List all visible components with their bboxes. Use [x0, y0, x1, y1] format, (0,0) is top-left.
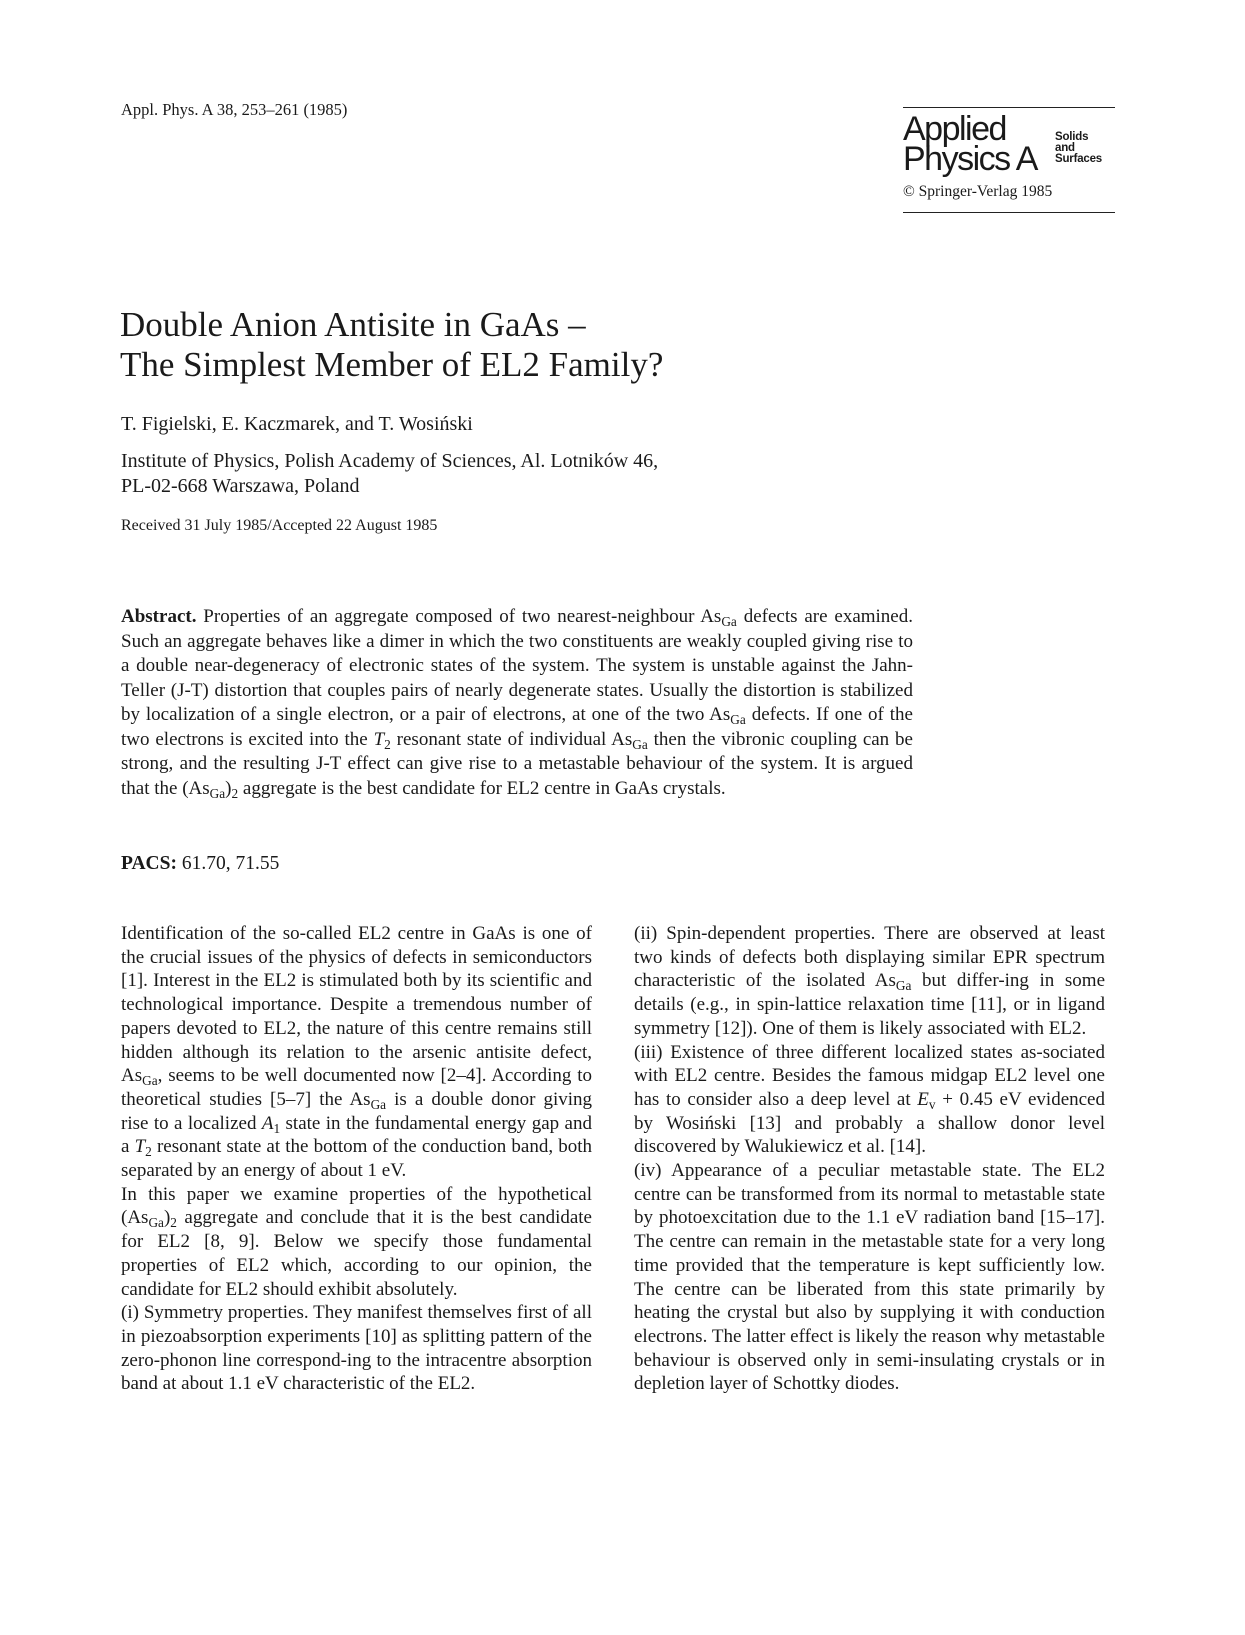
- body-paragraph: [121, 922, 592, 1183]
- abstract-text: aggregate is the best candidate for EL2 centre in GaAs crystals.: [238, 777, 726, 799]
- pacs-codes: [121, 853, 279, 875]
- subscript: 2: [231, 785, 239, 801]
- affiliation-line1: Institute of Physics, Polish Academy of Sciences, Al. Lotników 46,: [121, 450, 659, 472]
- journal-section: [1055, 132, 1102, 165]
- pacs-values: 61.70, 71.55: [176, 853, 280, 874]
- abstract-text: ): [225, 777, 232, 799]
- body-paragraph: [121, 1183, 592, 1302]
- subscript: Ga: [895, 978, 912, 994]
- subscript: 2: [384, 736, 391, 752]
- subscript: Ga: [148, 1215, 164, 1231]
- abstract-text: Properties of an aggregate composed of two nearest-neighbour As: [196, 606, 722, 627]
- subscript: Ga: [370, 1096, 387, 1112]
- body-text: , seems to be well documented now [2–4]. According to theoretical studies [5–7] the As: [121, 1065, 592, 1110]
- body-column-left: [121, 922, 592, 1396]
- symbol: A: [261, 1112, 274, 1134]
- subscript: Ga: [730, 711, 746, 727]
- body-text: state in the fundamental energy gap and a: [121, 1112, 592, 1158]
- pacs-label: PACS:: [121, 853, 177, 874]
- title-line1: Double Anion Antisite in GaAs –: [120, 305, 586, 344]
- affiliation: [121, 449, 658, 499]
- subscript: Ga: [632, 736, 648, 752]
- subscript: 2: [170, 1215, 177, 1231]
- abstract-label: Abstract.: [121, 606, 197, 627]
- subscript: Ga: [142, 1073, 158, 1089]
- body-text: Identification of the so-called EL2 centre in GaAs is one of the crucial issues of the physics of defects in semiconductors [1]. Interest in the EL2 is stimulated both by its scientific and technological importance. Despite a tremendous number of papers devoted to EL2, the nature of this centre remains still hidden although its relation to the arsenic antisite defect, As: [121, 923, 592, 1087]
- journal-citation: Appl. Phys. A 38, 253–261 (1985): [121, 100, 348, 119]
- body-text: (iii) Existence of three different localized states as-sociated with EL2 centre. Besides the famous midgap EL2 level one has to consider also a deep level at: [634, 1041, 1105, 1110]
- journal-section-line3: Surfaces: [1055, 153, 1102, 165]
- abstract-text: then the vibronic coupling can be strong, and the resulting J-T effect can give rise to a metastable behaviour of the system. It is argued that the (As: [121, 728, 913, 799]
- article-title: [120, 305, 663, 385]
- journal-name: [903, 110, 1037, 178]
- abstract-text: resonant state of individual As: [390, 728, 633, 750]
- journal-name-line1: Applied: [903, 110, 1006, 148]
- body-paragraph: [634, 1041, 1105, 1160]
- subscript: 2: [145, 1144, 152, 1160]
- received-dates: Received 31 July 1985/Accepted 22 August 1985: [121, 517, 438, 534]
- author-list: T. Figielski, E. Kaczmarek, and T. Wosiński: [121, 413, 473, 435]
- affiliation-line2: PL-02-668 Warszawa, Poland: [121, 475, 360, 497]
- symbol: T: [373, 728, 385, 750]
- body-paragraph: (i) Symmetry properties. They manifest themselves first of all in piezoabsorption experiments [10] as splitting pattern of the zero-phonon line correspond-ing to the intracentre absorption band at about 1.1 eV characteristic of the EL2.: [121, 1302, 592, 1395]
- body-text: + 0.45 eV evidenced by Wosiński [13] and probably a shallow donor level discovered by Walukiewicz et al. [14].: [634, 1088, 1105, 1158]
- symbol: T: [134, 1136, 146, 1158]
- subscript: 1: [273, 1120, 281, 1136]
- title-line2: The Simplest Member of EL2 Family?: [120, 345, 664, 384]
- abstract-text: defects. If one of the two electrons is excited into the: [121, 704, 913, 750]
- abstract: [121, 605, 913, 801]
- abstract-text: defects are examined. Such an aggregate behaves like a dimer in which the two constituents are weakly coupled giving rise to a double near-degeneracy of electronic states of the system. The system is unstable against the Jahn-Teller (J-T) distortion that couples pairs of nearly degenerate states. Usually the distortion is stabilized by localization of a single electron, or a pair of electrons, at one of the two As: [121, 606, 913, 725]
- subscript: Ga: [209, 785, 226, 801]
- body-text: aggregate and conclude that it is the best candidate for EL2 [8, 9]. Below we specify those fundamental properties of EL2 which, according to our opinion, the candidate for EL2 should exhibit absolutely.: [121, 1207, 592, 1300]
- journal-logo: [903, 107, 1115, 213]
- subscript: Ga: [721, 613, 737, 629]
- body-paragraph: [634, 922, 1105, 1041]
- body-text: (ii) Spin-dependent properties. There are observed at least two kinds of defects both displaying similar EPR spectrum characteristic of the isolated As: [634, 923, 1105, 992]
- subscript: v: [928, 1096, 936, 1112]
- symbol: E: [917, 1088, 929, 1110]
- body-text: but differ-ing in some details (e.g., in spin-lattice relaxation time [11], or in ligand symmetry [12]). One of them is likely associated with EL2.: [634, 970, 1105, 1039]
- body-paragraph: (iv) Appearance of a peculiar metastable state. The EL2 centre can be transformed from its normal to metastable state by photoexcitation due to the 1.1 eV radiation band [15–17]. The centre can remain in the metastable state for a very long time provided that the temperature is kept sufficiently low. The centre can be liberated from this state primarily by heating the crystal but also by supplying it with conduction electrons. The latter effect is likely the reason why metastable behaviour is observed only in semi-insulating crystals or in depletion layer of Schottky diodes.: [634, 1160, 1105, 1395]
- body-text: ): [163, 1207, 171, 1229]
- body-text: In this paper we examine properties of the hypothetical (As: [121, 1183, 592, 1229]
- body-text: resonant state at the bottom of the conduction band, both separated by an energy of about 1 eV.: [121, 1136, 593, 1182]
- journal-section-line2: and: [1055, 142, 1075, 154]
- body-column-right: [634, 922, 1105, 1396]
- journal-name-line2: Physics A: [903, 140, 1037, 178]
- body-text: is a double donor giving rise to a localized: [121, 1088, 592, 1134]
- copyright-notice: © Springer-Verlag 1985: [903, 183, 1053, 200]
- journal-section-line1: Solids: [1055, 131, 1089, 143]
